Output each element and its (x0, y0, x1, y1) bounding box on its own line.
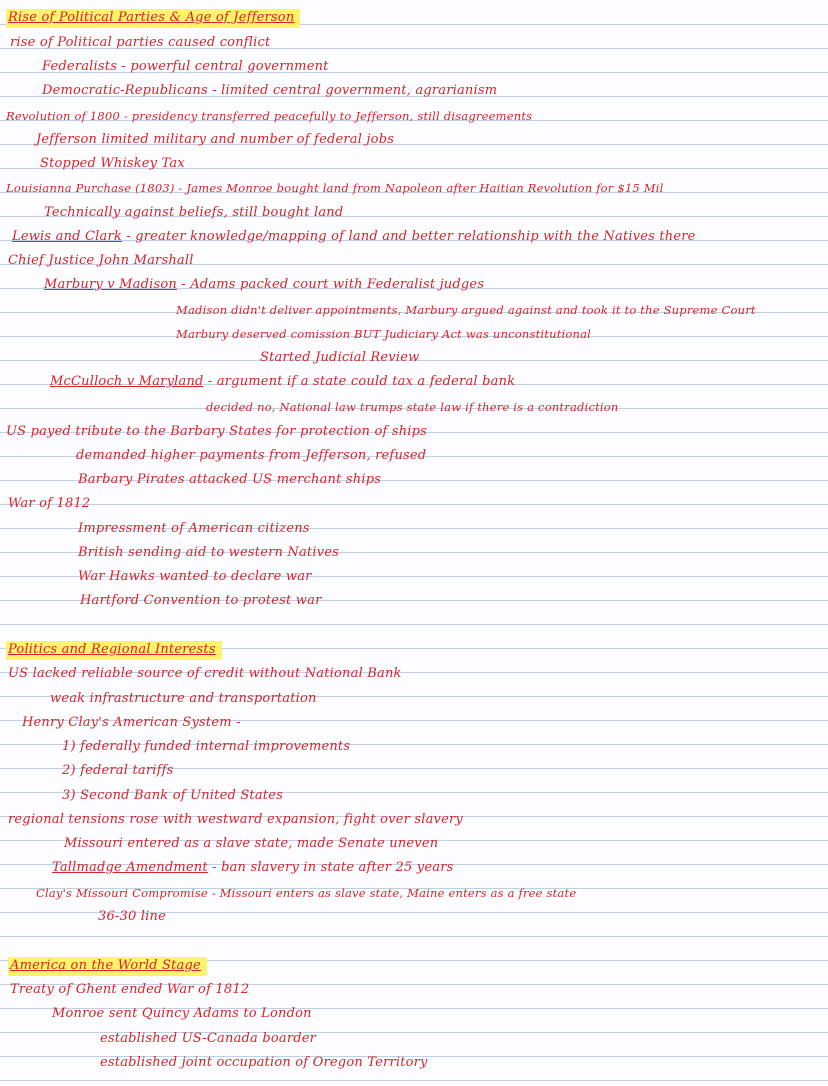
note-line: Federalists - powerful central government (42, 59, 329, 74)
note-line: established US-Canada boarder (100, 1031, 317, 1046)
section-heading: America on the World Stage (8, 958, 207, 974)
note-line: War Hawks wanted to declare war (78, 569, 312, 584)
note-line: decided no, National law trumps state law if there is a contradiction (206, 400, 619, 414)
note-line (52, 860, 453, 876)
note-text: - argument if a state could tax a federal bank (207, 374, 516, 389)
note-line: Madison didn't deliver appointments, Marbury argued against and took it to the Supreme Court (176, 303, 756, 317)
underlined-term: McCulloch v Maryland (50, 374, 204, 389)
note-line: US payed tribute to the Barbary States for protection of ships (6, 424, 428, 439)
note-line: War of 1812 (8, 496, 91, 511)
note-line: demanded higher payments from Jefferson, refused (76, 448, 427, 463)
note-line: Jefferson limited military and number of federal jobs (36, 132, 395, 147)
note-line: weak infrastructure and transportation (50, 691, 317, 706)
note-text: - greater knowledge/mapping of land and better relationship with the Natives there (126, 229, 696, 244)
note-line: Impressment of American citizens (78, 521, 310, 536)
note-line: Started Judicial Review (260, 350, 420, 365)
note-line: Treaty of Ghent ended War of 1812 (10, 982, 250, 997)
note-line: 2) federal tariffs (62, 763, 174, 778)
note-text: - Adams packed court with Federalist judges (181, 277, 485, 292)
note-line: British sending aid to western Natives (78, 545, 340, 560)
note-line: 1) federally funded internal improvements (62, 739, 351, 754)
underlined-term: Lewis and Clark (12, 229, 122, 244)
note-line: Revolution of 1800 - presidency transferred peacefully to Jefferson, still disagreements (6, 109, 533, 123)
section-heading: Rise of Political Parties & Age of Jefferson (6, 10, 300, 26)
section-heading: Politics and Regional Interests (6, 642, 222, 658)
note-line: established joint occupation of Oregon Territory (100, 1055, 428, 1070)
note-line: Henry Clay's American System - (22, 715, 241, 730)
note-line: rise of Political parties caused conflict (10, 35, 271, 50)
note-line: Louisianna Purchase (1803) - James Monroe bought land from Napoleon after Haitian Revolution for $15 Mil (6, 181, 664, 195)
note-line: Marbury deserved comission BUT Judiciary Act was unconstitutional (176, 327, 592, 341)
note-line (50, 374, 515, 390)
note-line: Clay's Missouri Compromise - Missouri enters as slave state, Maine enters as a free state (36, 886, 577, 900)
note-line: Technically against beliefs, still bought land (44, 205, 344, 220)
note-line: Barbary Pirates attacked US merchant ships (78, 472, 382, 487)
note-line: Democratic-Republicans - limited central government, agrarianism (42, 83, 498, 98)
note-line: Chief Justice John Marshall (8, 253, 194, 268)
underlined-term: Tallmadge Amendment (52, 860, 208, 875)
note-line: US lacked reliable source of credit without National Bank (8, 666, 402, 681)
note-line: regional tensions rose with westward expansion, fight over slavery (8, 812, 463, 827)
note-line: Missouri entered as a slave state, made Senate uneven (64, 836, 439, 851)
note-line: Stopped Whiskey Tax (40, 156, 185, 171)
note-line (44, 277, 484, 293)
note-line (12, 229, 696, 245)
note-line: 3) Second Bank of United States (62, 788, 283, 803)
underlined-term: Marbury v Madison (44, 277, 177, 292)
note-line: Monroe sent Quincy Adams to London (52, 1006, 312, 1021)
note-line: 36-30 line (98, 909, 166, 924)
note-line: Hartford Convention to protest war (80, 593, 322, 608)
note-text: - ban slavery in state after 25 years (212, 860, 454, 875)
